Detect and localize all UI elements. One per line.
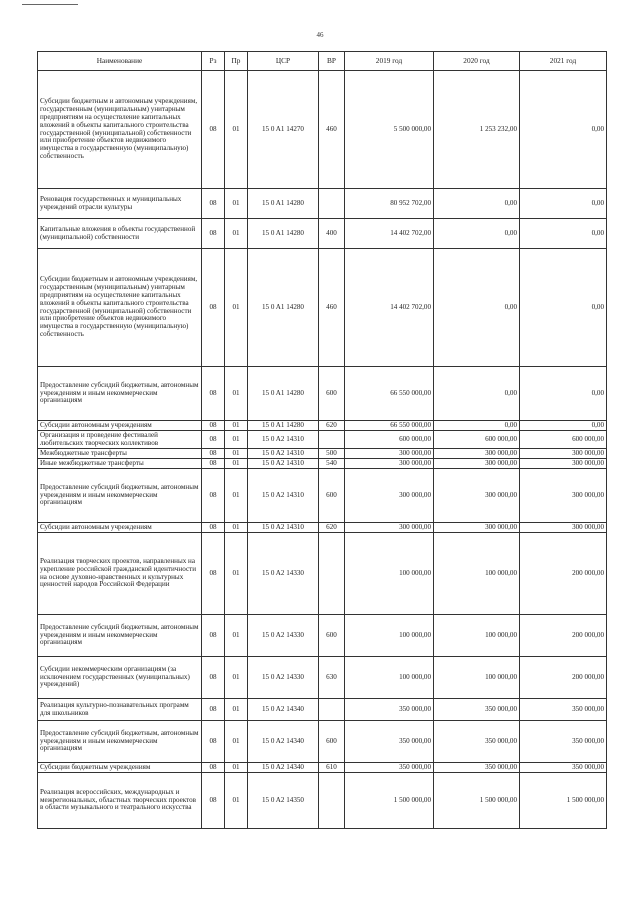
table-row [38,469,607,523]
row-pr-cell: 01 [225,71,248,189]
row-csr-cell: 15 0 A1 14270 [248,71,319,189]
row-2020-cell: 300 000,00 [434,459,520,469]
row-pr-cell: 01 [225,721,248,763]
table-row [38,367,607,421]
row-csr-cell: 15 0 A2 14310 [248,449,319,459]
row-2019-cell: 100 000,00 [345,533,434,615]
header-name: Наименование [38,52,202,71]
row-2020-cell: 1 253 232,00 [434,71,520,189]
table-row [38,657,607,699]
row-pr-cell: 01 [225,449,248,459]
row-2021-cell: 0,00 [520,219,607,249]
row-2019-cell: 1 500 000,00 [345,773,434,829]
row-2020-cell: 0,00 [434,219,520,249]
row-vr-cell: 600 [319,367,345,421]
row-pr-cell: 01 [225,249,248,367]
row-pr-cell: 01 [225,219,248,249]
table-row [38,523,607,533]
row-rz-cell: 08 [202,449,225,459]
table-row [38,773,607,829]
row-pr-cell: 01 [225,763,248,773]
row-2021-cell: 300 000,00 [520,469,607,523]
row-name-cell: Реализация творческих проектов, направленных на укрепление российской гражданской идентичности на основе духовно-нравственных и культурных ценностей народов Российской Федерации [38,533,202,615]
row-rz-cell: 08 [202,431,225,449]
row-2019-cell: 100 000,00 [345,615,434,657]
row-pr-cell: 01 [225,615,248,657]
row-rz-cell: 08 [202,657,225,699]
row-2019-cell: 14 402 702,00 [345,219,434,249]
row-csr-cell: 15 0 A1 14280 [248,189,319,219]
row-2020-cell: 300 000,00 [434,449,520,459]
row-rz-cell: 08 [202,219,225,249]
row-name-cell: Предоставление субсидий бюджетным, автономным учреждениям и иным некоммерческим организациям [38,469,202,523]
row-2020-cell: 0,00 [434,421,520,431]
row-2021-cell: 350 000,00 [520,699,607,721]
row-csr-cell: 15 0 A2 14310 [248,459,319,469]
row-2021-cell: 300 000,00 [520,459,607,469]
row-2019-cell: 14 402 702,00 [345,249,434,367]
row-vr-cell [319,773,345,829]
row-rz-cell: 08 [202,71,225,189]
row-vr-cell: 400 [319,219,345,249]
row-2021-cell: 0,00 [520,71,607,189]
table-row [38,431,607,449]
row-2020-cell: 0,00 [434,189,520,219]
row-pr-cell: 01 [225,367,248,421]
row-2019-cell: 350 000,00 [345,699,434,721]
header-vr: ВР [319,52,345,71]
row-2021-cell: 0,00 [520,421,607,431]
row-rz-cell: 08 [202,421,225,431]
table-row [38,219,607,249]
row-2019-cell: 66 550 000,00 [345,421,434,431]
header-csr: ЦСР [248,52,319,71]
row-2019-cell: 350 000,00 [345,721,434,763]
row-csr-cell: 15 0 A2 14310 [248,431,319,449]
row-2019-cell: 350 000,00 [345,763,434,773]
row-vr-cell: 600 [319,469,345,523]
row-2019-cell: 600 000,00 [345,431,434,449]
row-pr-cell: 01 [225,533,248,615]
row-2021-cell: 200 000,00 [520,657,607,699]
row-name-cell: Субсидии некоммерческим организациям (за исключением государственных (муниципальных) учреждений) [38,657,202,699]
row-name-cell: Реновация государственных и муниципальных учреждений отрасли культуры [38,189,202,219]
row-2020-cell: 300 000,00 [434,469,520,523]
row-name-cell: Предоставление субсидий бюджетным, автономным учреждениям и иным некоммерческим организациям [38,721,202,763]
row-2021-cell: 0,00 [520,249,607,367]
table-row [38,189,607,219]
row-2021-cell: 1 500 000,00 [520,773,607,829]
row-name-cell: Субсидии бюджетным учреждениям [38,763,202,773]
row-2019-cell: 5 500 000,00 [345,71,434,189]
row-2020-cell: 0,00 [434,367,520,421]
row-pr-cell: 01 [225,523,248,533]
row-csr-cell: 15 0 A1 14280 [248,249,319,367]
row-2021-cell: 200 000,00 [520,615,607,657]
row-csr-cell: 15 0 A1 14280 [248,367,319,421]
table-row [38,421,607,431]
table-row [38,721,607,763]
row-name-cell: Субсидии бюджетным и автономным учреждениям, государственным (муниципальным) унитарным предприятиям на осуществление капитальных вложений в объекты капитального строительства государственной (муниципальной) собственности или приобретение объектов недвижимого имущества в государственную (муниципальную) собственность [38,249,202,367]
row-2021-cell: 0,00 [520,189,607,219]
row-2020-cell: 300 000,00 [434,523,520,533]
row-2020-cell: 100 000,00 [434,533,520,615]
row-csr-cell: 15 0 A2 14340 [248,721,319,763]
row-name-cell: Организация и проведение фестивалей любительских творческих коллективов [38,431,202,449]
row-vr-cell [319,431,345,449]
row-2020-cell: 350 000,00 [434,763,520,773]
row-name-cell: Субсидии бюджетным и автономным учреждениям, государственным (муниципальным) унитарным предприятиям на осуществление капитальных вложений в объекты капитального строительства государственной (муниципальной) собственности или приобретение объектов недвижимого имущества в государственную (муниципальную) собственность [38,71,202,189]
table-header-row [38,52,607,71]
row-2019-cell: 66 550 000,00 [345,367,434,421]
table-row [38,699,607,721]
row-csr-cell: 15 0 A1 14280 [248,421,319,431]
row-2020-cell: 100 000,00 [434,657,520,699]
row-2019-cell: 80 952 702,00 [345,189,434,219]
table-row [38,763,607,773]
row-csr-cell: 15 0 A2 14310 [248,469,319,523]
row-pr-cell: 01 [225,459,248,469]
row-csr-cell: 15 0 A2 14330 [248,657,319,699]
row-rz-cell: 08 [202,763,225,773]
row-vr-cell: 460 [319,249,345,367]
row-pr-cell: 01 [225,189,248,219]
row-2020-cell: 350 000,00 [434,721,520,763]
row-2020-cell: 0,00 [434,249,520,367]
row-rz-cell: 08 [202,533,225,615]
budget-table [37,51,607,829]
row-rz-cell: 08 [202,469,225,523]
row-vr-cell: 620 [319,421,345,431]
row-csr-cell: 15 0 A2 14330 [248,533,319,615]
row-vr-cell: 620 [319,523,345,533]
row-name-cell: Предоставление субсидий бюджетным, автономным учреждениям и иным некоммерческим организациям [38,615,202,657]
row-rz-cell: 08 [202,699,225,721]
row-name-cell: Предоставление субсидий бюджетным, автономным учреждениям и иным некоммерческим организациям [38,367,202,421]
header-pr: Пр [225,52,248,71]
row-name-cell: Капитальные вложения в объекты государственной (муниципальной) собственности [38,219,202,249]
table-row [38,459,607,469]
row-csr-cell: 15 0 A2 14310 [248,523,319,533]
row-name-cell: Реализация всероссийских, международных и межрегиональных, областных творческих проектов в области музыкального и театрального искусства [38,773,202,829]
row-vr-cell: 500 [319,449,345,459]
row-2019-cell: 300 000,00 [345,469,434,523]
row-vr-cell [319,699,345,721]
row-rz-cell: 08 [202,367,225,421]
table-row [38,615,607,657]
row-vr-cell: 600 [319,721,345,763]
row-rz-cell: 08 [202,189,225,219]
row-2020-cell: 100 000,00 [434,615,520,657]
row-csr-cell: 15 0 A2 14340 [248,699,319,721]
row-vr-cell: 610 [319,763,345,773]
row-rz-cell: 08 [202,249,225,367]
row-2021-cell: 200 000,00 [520,533,607,615]
row-pr-cell: 01 [225,469,248,523]
row-rz-cell: 08 [202,523,225,533]
row-pr-cell: 01 [225,657,248,699]
row-pr-cell: 01 [225,699,248,721]
row-pr-cell: 01 [225,421,248,431]
row-csr-cell: 15 0 A2 14340 [248,763,319,773]
row-pr-cell: 01 [225,773,248,829]
row-vr-cell: 460 [319,71,345,189]
row-name-cell: Иные межбюджетные трансферты [38,459,202,469]
row-2019-cell: 300 000,00 [345,523,434,533]
row-2021-cell: 600 000,00 [520,431,607,449]
row-2021-cell: 350 000,00 [520,721,607,763]
table-row [38,71,607,189]
row-vr-cell [319,189,345,219]
row-rz-cell: 08 [202,459,225,469]
header-rz: Рз [202,52,225,71]
row-vr-cell: 630 [319,657,345,699]
row-2019-cell: 300 000,00 [345,449,434,459]
row-vr-cell [319,533,345,615]
row-2021-cell: 0,00 [520,367,607,421]
header-2021: 2021 год [520,52,607,71]
row-name-cell: Субсидии автономным учреждениям [38,523,202,533]
page-number: 46 [316,31,324,39]
table-row [38,533,607,615]
row-name-cell: Межбюджетные трансферты [38,449,202,459]
row-csr-cell: 15 0 A2 14330 [248,615,319,657]
row-name-cell: Реализация культурно-познавательных программ для школьников [38,699,202,721]
row-rz-cell: 08 [202,615,225,657]
table-row [38,449,607,459]
budget-table-body [38,71,607,829]
row-vr-cell: 600 [319,615,345,657]
row-2020-cell: 1 500 000,00 [434,773,520,829]
row-2019-cell: 100 000,00 [345,657,434,699]
top-edge-line [22,4,78,5]
row-rz-cell: 08 [202,721,225,763]
row-rz-cell: 08 [202,773,225,829]
row-2021-cell: 300 000,00 [520,449,607,459]
row-csr-cell: 15 0 A1 14280 [248,219,319,249]
row-name-cell: Субсидии автономным учреждениям [38,421,202,431]
table-row [38,249,607,367]
row-pr-cell: 01 [225,431,248,449]
row-2021-cell: 300 000,00 [520,523,607,533]
row-2020-cell: 600 000,00 [434,431,520,449]
header-2019: 2019 год [345,52,434,71]
row-csr-cell: 15 0 A2 14350 [248,773,319,829]
row-2019-cell: 300 000,00 [345,459,434,469]
header-2020: 2020 год [434,52,520,71]
row-2021-cell: 350 000,00 [520,763,607,773]
row-vr-cell: 540 [319,459,345,469]
row-2020-cell: 350 000,00 [434,699,520,721]
